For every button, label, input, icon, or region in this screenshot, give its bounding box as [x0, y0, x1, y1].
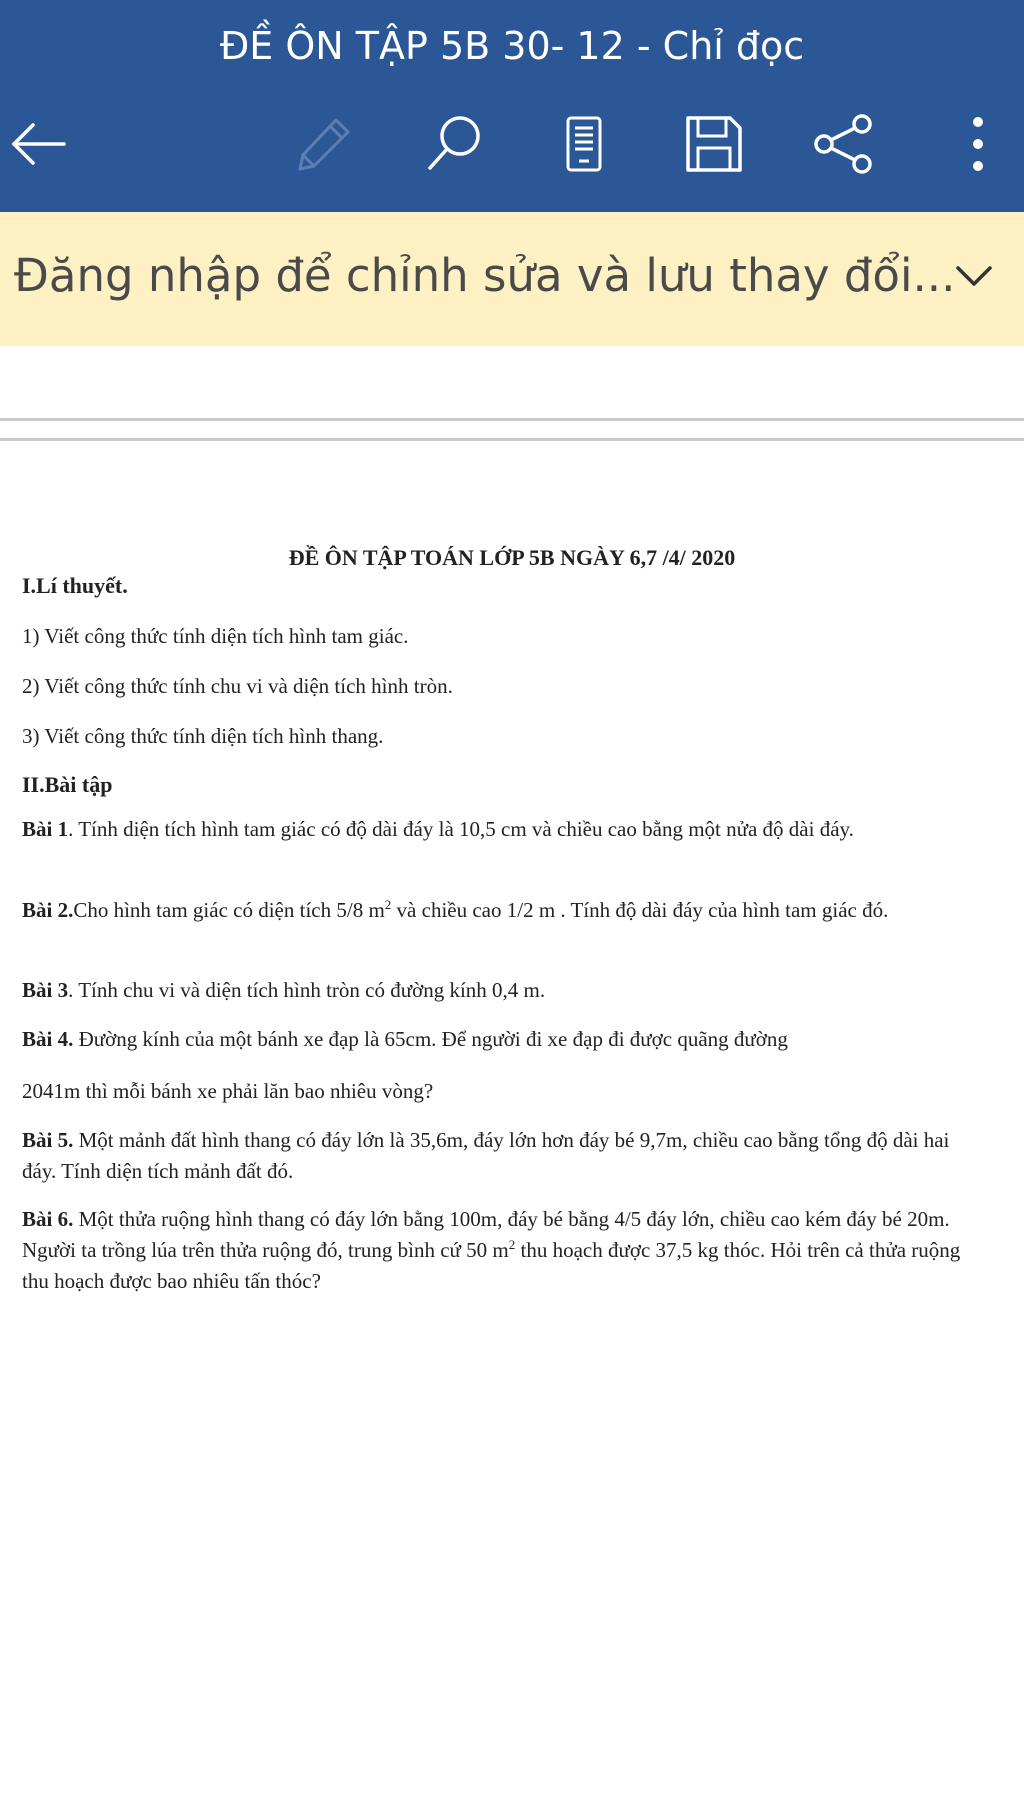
chevron-down-icon[interactable] [946, 248, 1002, 304]
exercise-text: Đường kính của một bánh xe đạp là 65cm. Để người đi xe đạp đi được quãng đường [73, 1027, 788, 1051]
back-arrow-icon [6, 112, 70, 176]
exercise-label: Bài 6. [22, 1207, 74, 1231]
page-divider [0, 418, 1024, 421]
exercise-label: Bài 1 [22, 817, 69, 841]
document-page[interactable] [0, 441, 1024, 1820]
exercise-6 [22, 1204, 982, 1297]
document-heading: ĐỀ ÔN TẬP TOÁN LỚP 5B NGÀY 6,7 /4/ 2020 [288, 545, 736, 570]
exercise-4-continuation: 2041m thì mỗi bánh xe phải lăn bao nhiêu vòng? [22, 1079, 434, 1103]
exercise-text: . Tính diện tích hình tam giác có độ dài đáy là 10,5 cm và chiều cao bằng một nửa độ dài đáy. [68, 817, 854, 841]
save-icon [682, 112, 746, 176]
exercise-2 [22, 895, 982, 926]
theory-item: 3) Viết công thức tính diện tích hình thang. [22, 724, 384, 748]
edit-button[interactable] [288, 108, 360, 180]
share-button[interactable] [808, 108, 880, 180]
reading-view-button[interactable] [548, 108, 620, 180]
exercise-label: Bài 2. [22, 898, 74, 922]
reading-view-icon [552, 112, 616, 176]
exercise-text: Một mảnh đất hình thang có đáy lớn là 35,6m, đáy lớn hơn đáy bé 9,7m, chiều cao bằng tổng độ dài hai đáy. Tính diện tích mảnh đất đó. [22, 1128, 950, 1183]
theory-item: 2) Viết công thức tính chu vi và diện tích hình tròn. [22, 674, 453, 698]
exercise-text: và chiều cao 1/2 m . Tính độ dài đáy của hình tam giác đó. [391, 898, 889, 922]
more-vertical-icon [942, 112, 1006, 176]
document-title: ĐỀ ÔN TẬP 5B 30- 12 - Chỉ đọc [219, 24, 805, 68]
exercise-4 [22, 1024, 982, 1055]
section-exercises-heading: II.Bài tập [22, 772, 113, 797]
exercise-3 [22, 975, 982, 1006]
exercise-label: Bài 3 [22, 978, 69, 1002]
exercise-text: . Tính chu vi và diện tích hình tròn có đường kính 0,4 m. [68, 978, 546, 1002]
search-button[interactable] [418, 108, 490, 180]
section-theory-heading: I.Lí thuyết. [22, 573, 128, 598]
pencil-icon [292, 112, 356, 176]
more-options-button[interactable] [938, 108, 1010, 180]
sign-in-banner-text[interactable]: Đăng nhập để chỉnh sửa và lưu thay đổi... [14, 249, 956, 302]
theory-item: 1) Viết công thức tính diện tích hình tam giác. [22, 624, 409, 648]
page-top-margin [0, 346, 1024, 442]
exercise-text: Cho hình tam giác có diện tích 5/8 m [73, 898, 385, 922]
exponent: 2 [508, 1237, 516, 1252]
search-icon [422, 112, 486, 176]
exercise-text: thu hoạch được 37,5 kg thóc. Hỏi trên cả thửa ruộng thu hoạch được bao nhiêu tấn thóc? [22, 1238, 961, 1293]
exercise-label: Bài 4. [22, 1027, 74, 1051]
exercise-1 [22, 814, 982, 845]
sign-in-banner[interactable] [0, 212, 1024, 346]
exponent: 2 [384, 897, 392, 912]
share-icon [812, 112, 876, 176]
exercise-label: Bài 5. [22, 1128, 74, 1152]
app-bar [0, 0, 1024, 212]
exercise-5 [22, 1125, 982, 1187]
back-button[interactable] [2, 108, 74, 180]
save-button[interactable] [678, 108, 750, 180]
exercise-text: Một thửa ruộng hình thang có đáy lớn bằng 100m, đáy bé bằng 4/5 đáy lớn, chiều cao kém đáy bé 20m. Người ta trồng lúa trên thửa ruộng đó, trung bình cứ 50 m [22, 1207, 950, 1262]
